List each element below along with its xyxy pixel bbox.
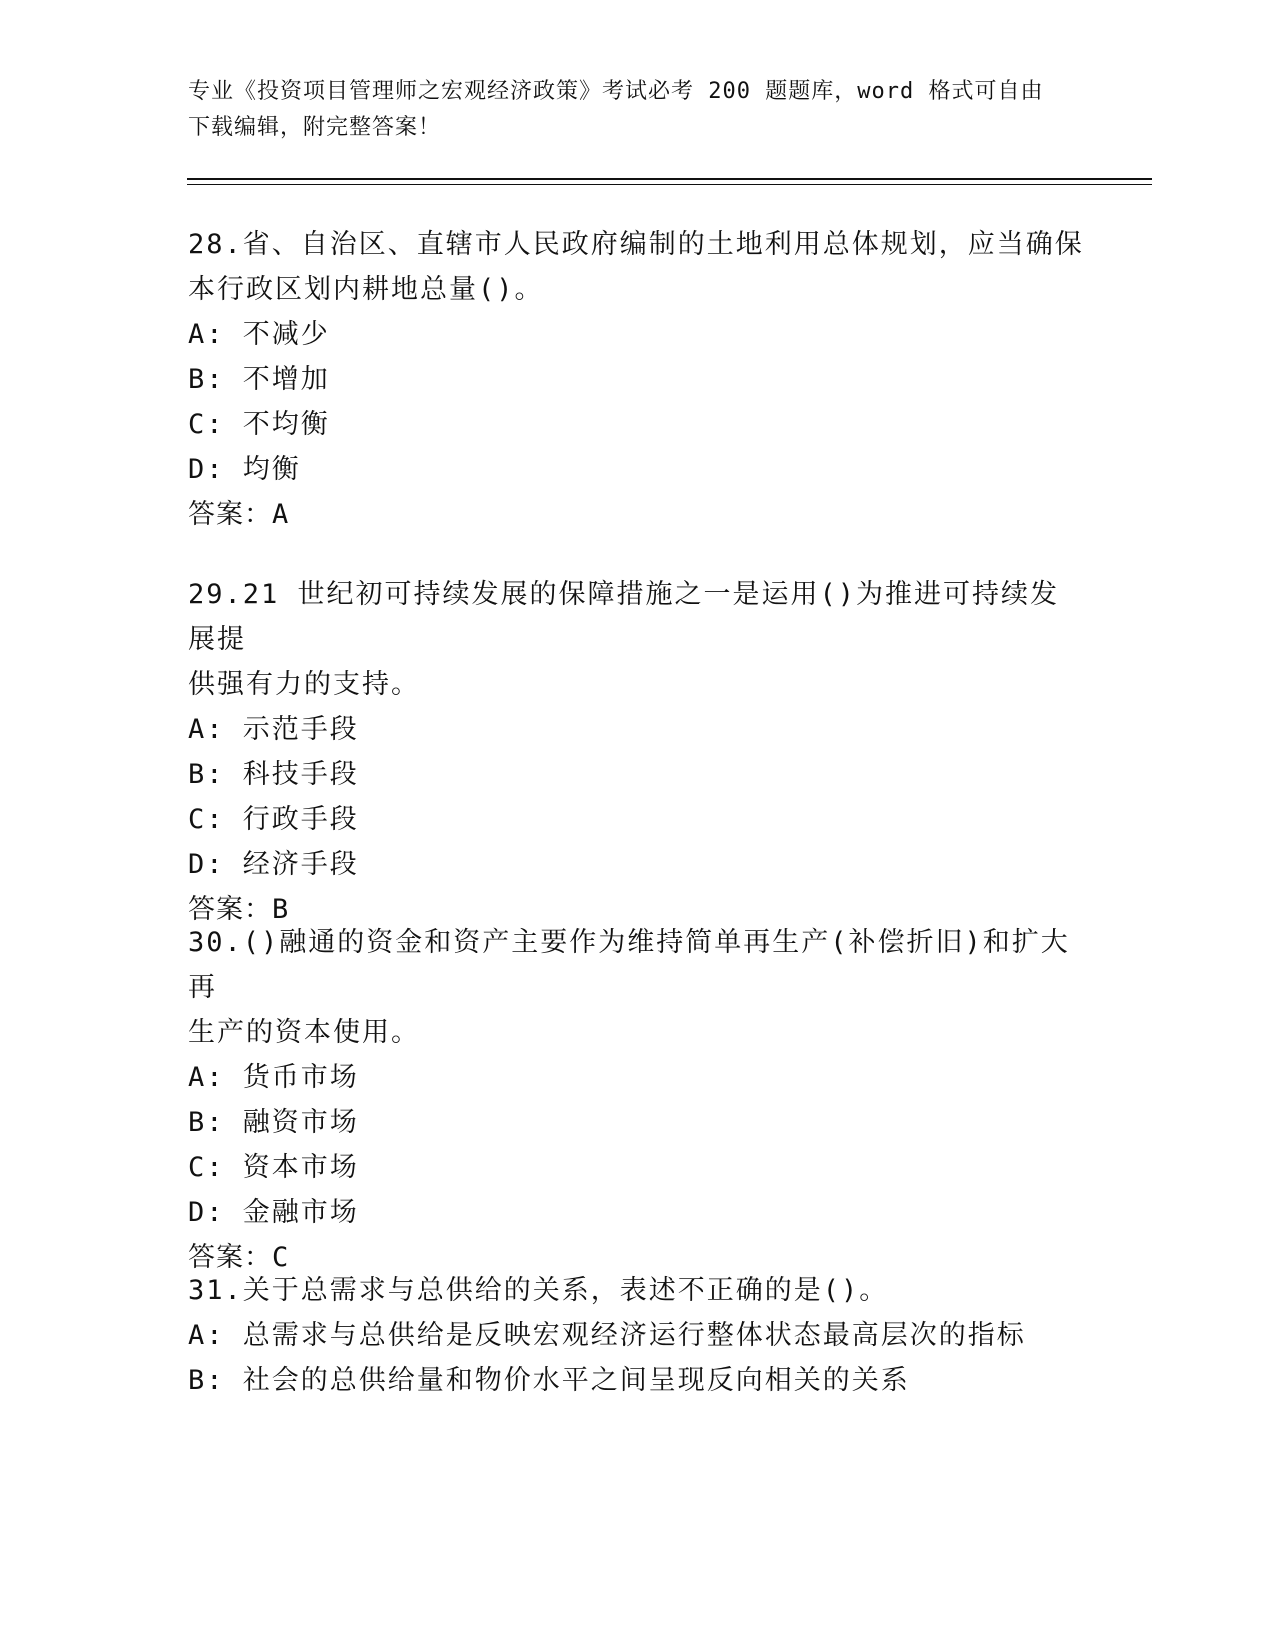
question-text-line-1: 31.关于总需求与总供给的关系，表述不正确的是()。 [188,1275,889,1306]
question-text-line-1: 28.省、自治区、直辖市人民政府编制的土地利用总体规划，应当确保 [188,229,1084,260]
option-c: C: 不均衡 [188,409,330,440]
header-line-1: 专业《投资项目管理师之宏观经济政策》考试必考 200 题题库，word 格式可自由 [188,79,1044,104]
answer-value: A [272,499,289,530]
option-d: D: 金融市场 [188,1197,359,1228]
answer-label: 答案： [188,499,272,530]
option-b: B: 科技手段 [188,759,359,790]
question-text-line-1: 29.21 世纪初可持续发展的保障措施之一是运用()为推进可持续发展提 [188,579,1060,655]
option-b: B: 不增加 [188,364,330,395]
question-28 [188,222,1088,537]
question-31 [188,1268,1088,1403]
header-divider-thick [187,178,1152,180]
option-a: A: 示范手段 [188,714,359,745]
header-line-2: 下载编辑，附完整答案！ [188,115,442,140]
option-b: B: 社会的总供给量和物价水平之间呈现反向相关的关系 [188,1365,910,1396]
question-text-line-2: 生产的资本使用。 [188,1017,420,1048]
option-a: A: 总需求与总供给是反映宏观经济运行整体状态最高层次的指标 [188,1320,1026,1351]
answer-label: 答案： [188,1242,272,1273]
option-d: D: 经济手段 [188,849,359,880]
answer-value: B [272,894,289,925]
option-c: C: 行政手段 [188,804,359,835]
question-29 [188,572,1088,932]
question-text-line-2: 供强有力的支持。 [188,669,420,700]
question-text-line-1: 30.()融通的资金和资产主要作为维持简单再生产(补偿折旧)和扩大再 [188,927,1070,1003]
answer [188,492,1088,537]
header-divider-thin [187,184,1152,185]
question-text-line-2: 本行政区划内耕地总量()。 [188,274,544,305]
option-a: A: 不减少 [188,319,330,350]
question-30 [188,920,1088,1280]
answer-value: C [272,1242,289,1273]
option-b: B: 融资市场 [188,1107,359,1138]
document-header [188,74,1068,146]
option-c: C: 资本市场 [188,1152,359,1183]
option-d: D: 均衡 [188,454,301,485]
answer-label: 答案： [188,894,272,925]
option-a: A: 货币市场 [188,1062,359,1093]
